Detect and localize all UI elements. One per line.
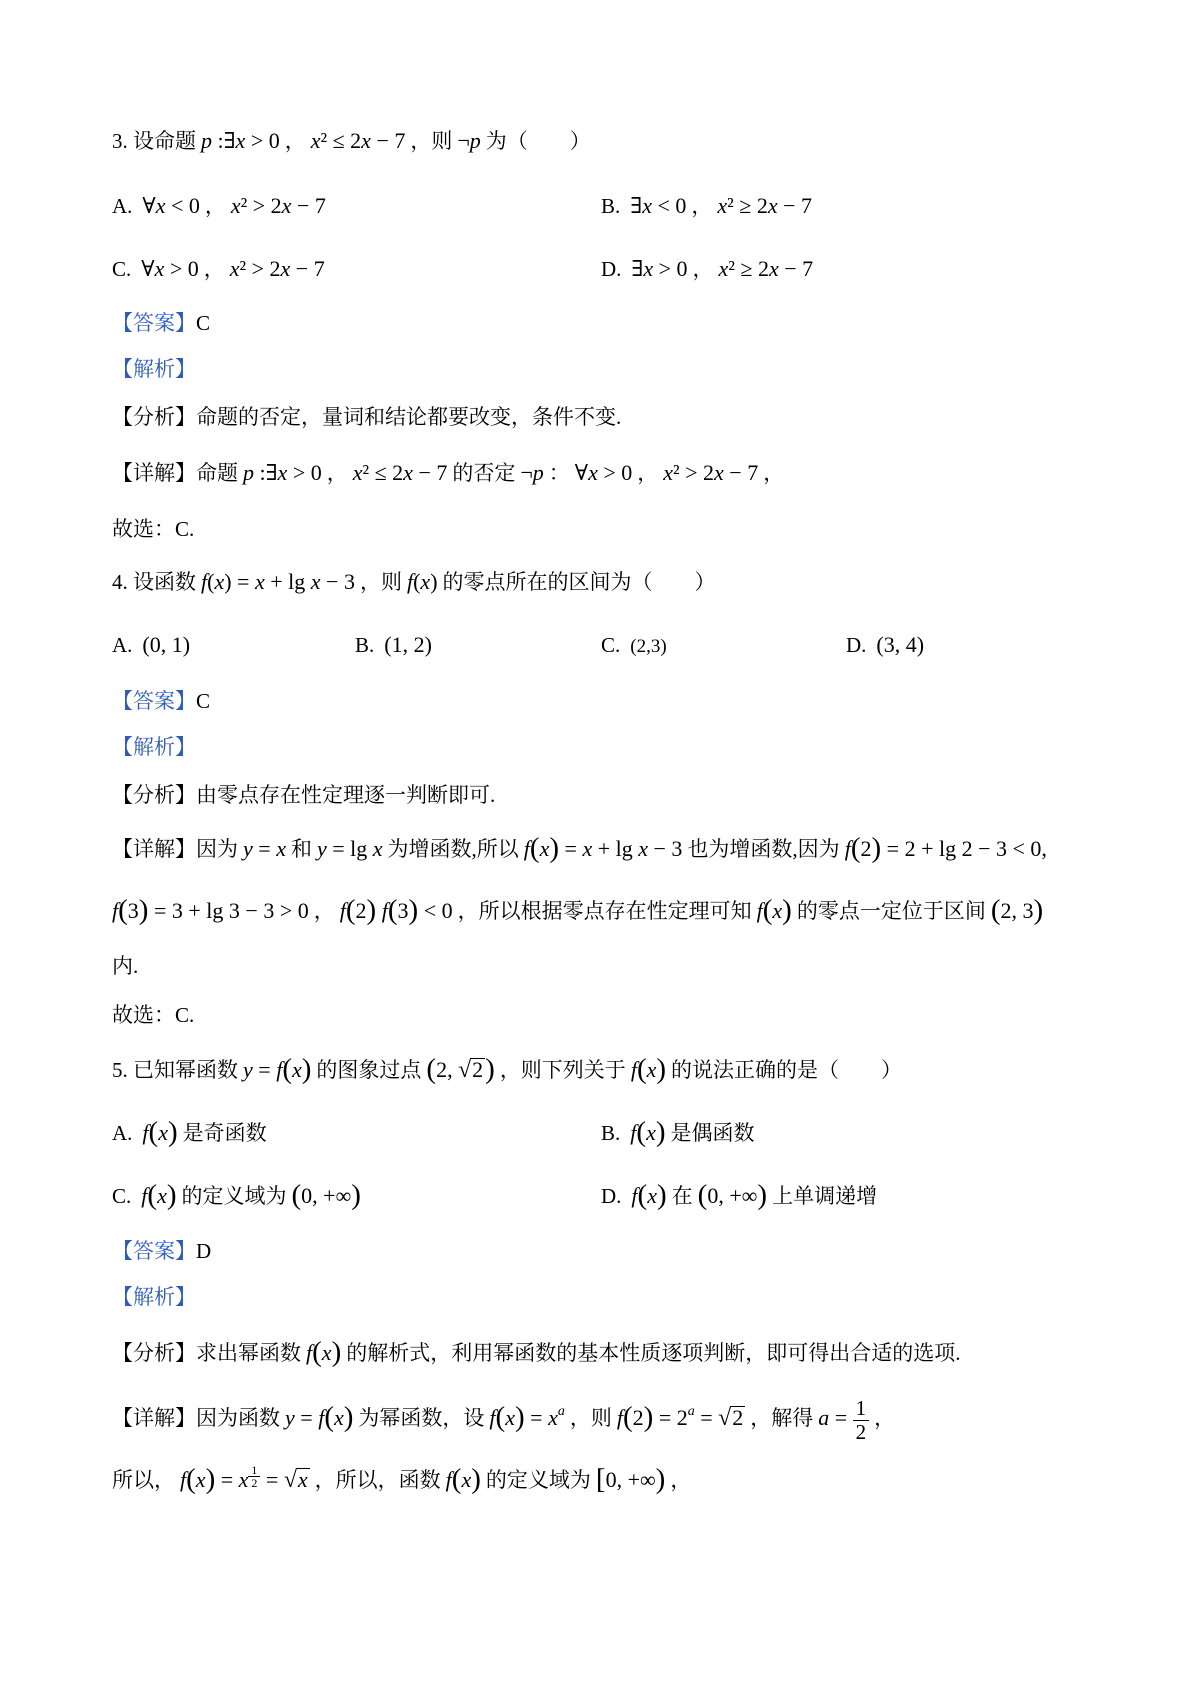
math-variable: y [243, 1057, 253, 1082]
math-variable: f [616, 1404, 623, 1430]
math-variable: x [718, 256, 729, 281]
math-variable: f [201, 569, 208, 594]
delimiter: ( [118, 893, 128, 926]
math-expression [630, 1052, 667, 1085]
text-run: 的零点一定位于区间 [796, 899, 986, 923]
text-run: 的否定 [452, 461, 516, 485]
option-content [631, 257, 813, 281]
math-variable: f [381, 898, 388, 923]
question-4-detail-line-1 [112, 832, 1047, 866]
math-variable: f [318, 1404, 325, 1430]
math-variable: x [714, 460, 724, 485]
question-3-stem [112, 124, 591, 158]
math-expression: ¬p [457, 128, 481, 153]
question-4-option-a [112, 628, 190, 662]
text-run: 4. 设函数 [112, 570, 196, 594]
math-variable: x [772, 898, 783, 923]
delimiter: ( [990, 893, 1001, 926]
question-3-option-d [601, 252, 813, 286]
text-run: 的说法正确的是（ ） [671, 1058, 903, 1082]
math-variable: x [154, 256, 165, 281]
math-variable: x [321, 1340, 332, 1365]
text-run: ， [637, 461, 659, 485]
math-variable: f [112, 898, 119, 923]
math-variable: x [663, 460, 674, 485]
math-variable: x [214, 569, 225, 594]
math-variable: x [333, 1404, 344, 1430]
math-variable: x [582, 836, 593, 861]
math-expression: [0, +∞) [595, 1462, 666, 1495]
option-content [631, 1178, 878, 1211]
math-variable: x [310, 569, 321, 594]
text-run: ， [763, 461, 785, 485]
text-run: 所以， [112, 1468, 175, 1492]
text-run: 的零点所在的区间为（ ） [442, 570, 716, 594]
math-variable: x [195, 1467, 206, 1492]
math-variable: x [229, 256, 240, 281]
text-run: 内. [112, 954, 139, 978]
math-variable: a [687, 1403, 695, 1419]
option-label: D. [601, 1184, 622, 1208]
question-4-option-b [355, 628, 432, 662]
question-5-detail-line-2 [112, 1463, 691, 1497]
delimiter: ) [301, 1052, 312, 1085]
square-root [718, 1405, 745, 1430]
question-3-detail-line-1 [112, 456, 784, 490]
answer-label: 【答案】 [112, 311, 196, 335]
math-expression: x² ≥ 2x − 7 [718, 256, 814, 281]
math-expression [756, 893, 792, 926]
math-variable: y [285, 1404, 295, 1430]
delimiter: ) [138, 893, 149, 926]
math-variable: f [630, 1120, 637, 1145]
answer-value: C [196, 689, 211, 713]
math-expression: x² > 2x − 7 [229, 256, 325, 281]
math-variable: x [361, 128, 371, 153]
delimiter: ( [186, 1462, 196, 1495]
math-expression: ∀x > 0 [141, 256, 199, 281]
text-run: ，所以根据零点存在性定理可知 [457, 899, 752, 923]
text-run: 上单调递增 [772, 1184, 878, 1208]
math-variable: x [276, 836, 286, 861]
text-run: 【详解】因为函数 [112, 1405, 280, 1430]
math-variable: f [276, 1057, 283, 1082]
delimiter: ) [343, 1400, 354, 1433]
delimiter: ( [451, 1462, 462, 1495]
answer-value: C [196, 311, 211, 335]
math-expression: ∀x > 0 [574, 460, 633, 485]
delimiter: ( [850, 831, 861, 864]
delimiter: ) [205, 1462, 216, 1495]
delimiter: ( [637, 1178, 648, 1211]
text-run: 5. 已知幂函数 [112, 1058, 238, 1082]
math-variable: f [180, 1467, 187, 1492]
text-run: ： [548, 461, 570, 485]
math-variable: a [818, 1404, 830, 1430]
math-variable: f [756, 898, 763, 923]
math-expression: (2, 3) [990, 893, 1044, 926]
math-variable: x [235, 128, 246, 153]
text-run: 的定义域为 [181, 1184, 287, 1208]
fraction-numerator: 1 [853, 1397, 870, 1421]
fraction-denominator: 2 [251, 1476, 258, 1491]
math-expression [306, 1335, 342, 1368]
math-expression: y = lg x [316, 836, 383, 861]
text-run: 的定义域为 [485, 1468, 591, 1492]
radicand [296, 1468, 310, 1491]
text-run: ， [670, 1468, 692, 1492]
text-run: 的图象过点 [316, 1058, 422, 1082]
math-expression: (3, 4) [876, 632, 925, 657]
math-variable: f [142, 1120, 149, 1145]
delimiter: ( [622, 1400, 633, 1433]
math-expression: a = [818, 1404, 853, 1430]
delimiter: ( [697, 1178, 708, 1211]
delimiter: ( [636, 1052, 647, 1085]
math-variable: p [243, 460, 254, 485]
text-run: 也为增函数,因为 [687, 837, 840, 861]
math-variable: x [588, 460, 598, 485]
delimiter: ( [345, 893, 356, 926]
option-label: A. [112, 633, 133, 657]
question-3-analysis [112, 400, 621, 434]
text-run: ，则 [359, 570, 402, 594]
math-variable: x [254, 569, 265, 594]
math-expression: p :∃x > 0 [243, 460, 322, 485]
math-variable: x [158, 1120, 168, 1145]
delimiter: [ [595, 1462, 606, 1495]
text-run: ，所以，函数 [314, 1468, 441, 1492]
math-expression: ∃x < 0 [630, 193, 687, 218]
option-label: B. [601, 194, 621, 218]
answer-value: D [196, 1239, 212, 1263]
question-3-option-b [601, 189, 812, 223]
math-expression: ∃x > 0 [631, 256, 688, 281]
text-run: ，解得 [750, 1405, 814, 1430]
math-expression: x² > 2x − 7 [663, 460, 759, 485]
question-4-analysis [112, 778, 495, 812]
fraction-numerator: 1 [248, 1464, 260, 1478]
delimiter: ( [291, 1178, 302, 1211]
math-variable: x [238, 1467, 249, 1492]
math-variable: x [642, 193, 652, 218]
question-3-conclusion: 故选：C. [112, 517, 195, 541]
delimiter: ( [636, 1115, 647, 1148]
superscript [688, 1404, 695, 1419]
math-variable: f [631, 1183, 638, 1208]
delimiter: ) [643, 1400, 654, 1433]
superscript [248, 1462, 260, 1491]
math-variable: x [310, 128, 321, 153]
text-run: ，则 [410, 129, 453, 153]
question-5-stem [112, 1053, 902, 1087]
text-run: ， [874, 1405, 896, 1430]
math-variable: x [717, 193, 728, 218]
superscript [558, 1404, 565, 1419]
delimiter: ( [495, 1400, 506, 1433]
option-label: D. [601, 257, 622, 281]
text-run: ， [204, 194, 226, 218]
fraction-denominator: 2 [855, 1419, 867, 1444]
option-label: A. [112, 194, 133, 218]
delimiter: ) [166, 1178, 177, 1211]
math-expression: x² ≤ 2x − 7 [352, 460, 448, 485]
math-expression: x² ≥ 2x − 7 [717, 193, 813, 218]
math-variable: x [155, 193, 166, 218]
text-run: 【分析】命题的否定，量词和结论都要改变，条件不变. [112, 405, 622, 429]
math-variable: f [489, 1404, 496, 1430]
math-variable: x [352, 460, 363, 485]
math-expression: (2, [426, 1052, 459, 1085]
math-variable: x [230, 193, 241, 218]
delimiter: ) [549, 831, 560, 864]
math-variable: f [141, 1183, 148, 1208]
text-run: 为（ ） [485, 129, 591, 153]
math-expression: f(x) [406, 569, 438, 594]
delimiter: ) [1033, 893, 1044, 926]
math-variable: x [539, 836, 550, 861]
math-variable: p [469, 128, 481, 153]
text-run: 为幂函数，设 [358, 1405, 485, 1430]
math-variable: x [297, 1467, 308, 1492]
math-expression: x² > 2x − 7 [230, 193, 326, 218]
text-run: 【详解】命题 [112, 461, 238, 485]
option-label: C. [112, 257, 132, 281]
math-variable: f [630, 1057, 637, 1082]
question-3-explanation-label: 【解析】 [112, 357, 196, 381]
math-expression: (0, +∞) [291, 1178, 361, 1211]
question-5-option-a [112, 1116, 267, 1150]
delimiter: ( [147, 1178, 158, 1211]
text-run: 【分析】由零点存在性定理逐一判断即可. [112, 783, 496, 807]
math-expression: (1, 2) [384, 632, 432, 657]
math-variable: p [201, 128, 212, 153]
question-3-answer [112, 306, 210, 340]
delimiter: ) [656, 1052, 667, 1085]
text-run: ， [692, 257, 714, 281]
option-content [630, 194, 812, 218]
math-variable: f [306, 1340, 313, 1365]
math-variable: p [532, 460, 544, 485]
delimiter: ) [485, 1052, 495, 1085]
question-4-stem [112, 565, 716, 599]
text-run: ， [203, 257, 225, 281]
math-expression: f(2) f(3) < 0 [339, 893, 453, 926]
radicand: 2 [732, 1404, 744, 1430]
question-5-option-d [601, 1179, 877, 1213]
math-variable: x [420, 569, 431, 594]
question-5-analysis [112, 1336, 960, 1370]
question-4-answer [112, 684, 210, 718]
math-variable: x [291, 1057, 302, 1082]
text-run: 3. 设命题 [112, 129, 196, 153]
fraction [248, 1464, 260, 1490]
option-content [141, 257, 324, 281]
radical-sign: √ [718, 1404, 732, 1431]
option-content [876, 633, 924, 657]
math-expression [485, 1052, 495, 1085]
text-run: ，则 [569, 1405, 612, 1430]
math-variable: x [277, 460, 288, 485]
delimiter: ( [762, 893, 773, 926]
question-4-detail-line-3 [112, 949, 138, 983]
math-variable: x [281, 193, 292, 218]
answer-label: 【答案】 [112, 689, 196, 713]
text-run: 【分析】求出幂函数 [112, 1341, 301, 1365]
fraction [853, 1397, 870, 1443]
delimiter: ) [366, 893, 377, 926]
math-variable: x [767, 193, 778, 218]
delimiter: ) [871, 831, 882, 864]
math-variable: f [844, 836, 851, 861]
option-content [142, 633, 190, 657]
math-variable: x [280, 256, 291, 281]
math-variable: x [157, 1183, 167, 1208]
math-variable: x [643, 256, 654, 281]
math-expression: f(3) = 3 + lg 3 − 3 > 0 [112, 893, 309, 926]
option-label: A. [112, 1121, 133, 1145]
text-run: 是奇函数 [182, 1121, 267, 1145]
question-4-option-d [846, 628, 924, 662]
math-variable: y [243, 836, 253, 861]
option-label: C. [601, 633, 621, 657]
math-variable: x [638, 836, 649, 861]
text-run: ， [691, 194, 713, 218]
text-run: 是偶函数 [670, 1121, 755, 1145]
radicand: 2 [472, 1057, 484, 1082]
delimiter: ) [331, 1335, 342, 1368]
radical-sign: √ [283, 1467, 297, 1493]
question-5-option-c [112, 1179, 361, 1213]
math-expression: = [260, 1467, 284, 1492]
math-expression [445, 1462, 481, 1495]
text-run: ，则下列关于 [499, 1058, 626, 1082]
delimiter: ) [655, 1462, 666, 1495]
option-content [384, 633, 432, 657]
math-expression [630, 1115, 666, 1148]
math-variable: f [339, 898, 346, 923]
math-variable: x [372, 836, 383, 861]
math-expression: ∀x < 0 [142, 193, 200, 218]
math-variable: f [445, 1467, 452, 1492]
text-run: 在 [671, 1184, 693, 1208]
math-variable: x [403, 460, 413, 485]
math-variable: a [557, 1403, 565, 1419]
option-content [142, 1115, 267, 1148]
option-label: B. [601, 1121, 621, 1145]
answer-label: 【答案】 [112, 1239, 196, 1263]
math-expression: ¬p [520, 460, 544, 485]
question-5-answer [112, 1234, 211, 1268]
option-content [630, 633, 666, 657]
question-4-option-c [601, 628, 667, 662]
option-label: B. [355, 633, 375, 657]
question-3-option-c [112, 252, 325, 286]
math-expression: y = f(x) [285, 1400, 354, 1433]
math-variable: f [523, 836, 530, 861]
delimiter: ( [387, 893, 398, 926]
delimiter: ( [324, 1400, 334, 1433]
text-run: 的解析式，利用幂函数的基本性质逐项判断，即可得出合适的选项. [346, 1341, 961, 1365]
math-expression: f(2) = 2 [616, 1400, 688, 1433]
math-expression: f(x) = x [489, 1400, 558, 1433]
math-expression [631, 1178, 667, 1211]
square-root [458, 1057, 485, 1082]
text-run: 和 [290, 837, 312, 861]
delimiter: ) [471, 1462, 481, 1495]
delimiter: ( [148, 1115, 159, 1148]
question-4-explanation-label: 【解析】 [112, 735, 196, 759]
text-run: ， [326, 461, 348, 485]
text-run: 为增函数,所以 [387, 837, 519, 861]
delimiter: ( [426, 1052, 437, 1085]
option-label: C. [112, 1184, 132, 1208]
question-5-detail-line-1 [112, 1396, 896, 1444]
math-expression: f(x) = x + lg x − 3 [523, 831, 683, 864]
option-label: D. [846, 633, 867, 657]
question-4-detail-line-2 [112, 894, 1043, 928]
math-variable: x [548, 1404, 558, 1430]
delimiter: ) [782, 893, 792, 926]
option-content [630, 1115, 755, 1148]
math-expression: x² ≤ 2x − 7 [310, 128, 406, 153]
math-expression: (0, 1) [142, 632, 191, 657]
math-expression: p :∃x > 0 [201, 128, 280, 153]
delimiter: ) [167, 1115, 178, 1148]
math-variable: x [646, 1120, 656, 1145]
delimiter: ) [656, 1178, 667, 1211]
question-5-option-b [601, 1116, 755, 1150]
math-variable: x [768, 256, 779, 281]
radical-sign: √ [458, 1057, 472, 1083]
math-variable: x [647, 1183, 657, 1208]
math-variable: f [406, 569, 414, 594]
math-expression: y = f(x) [243, 1052, 312, 1085]
question-4-conclusion: 故选：C. [112, 1003, 195, 1027]
option-content [141, 1178, 361, 1211]
delimiter: ( [529, 831, 540, 864]
delimiter: ) [408, 893, 419, 926]
math-expression [142, 1115, 178, 1148]
math-expression: f(x) = x + lg x − 3 [201, 569, 355, 594]
math-expression [141, 1178, 177, 1211]
square-root [284, 1467, 310, 1492]
text-run: ， [313, 899, 335, 923]
delimiter: ) [757, 1178, 768, 1211]
math-variable: x [461, 1467, 472, 1492]
text-run: 【详解】因为 [112, 837, 238, 861]
math-expression: f(x) = x [180, 1462, 249, 1495]
delimiter: ) [514, 1400, 525, 1433]
math-expression: (0, +∞) [697, 1178, 768, 1211]
delimiter: ( [312, 1335, 322, 1368]
math-expression: = [694, 1404, 719, 1430]
delimiter: ) [655, 1115, 666, 1148]
text-run: ， [284, 129, 306, 153]
math-variable: y [316, 836, 327, 861]
math-expression: y = x [243, 836, 286, 861]
math-variable: x [505, 1404, 515, 1430]
delimiter: ( [282, 1052, 292, 1085]
delimiter: ) [351, 1178, 361, 1211]
math-variable: x [646, 1057, 657, 1082]
question-3-option-a [112, 189, 326, 223]
question-5-explanation-label: 【解析】 [112, 1285, 196, 1309]
option-content [142, 194, 325, 218]
math-expression: (2,3) [630, 636, 667, 657]
math-expression: f(2) = 2 + lg 2 − 3 < 0, [844, 831, 1047, 864]
